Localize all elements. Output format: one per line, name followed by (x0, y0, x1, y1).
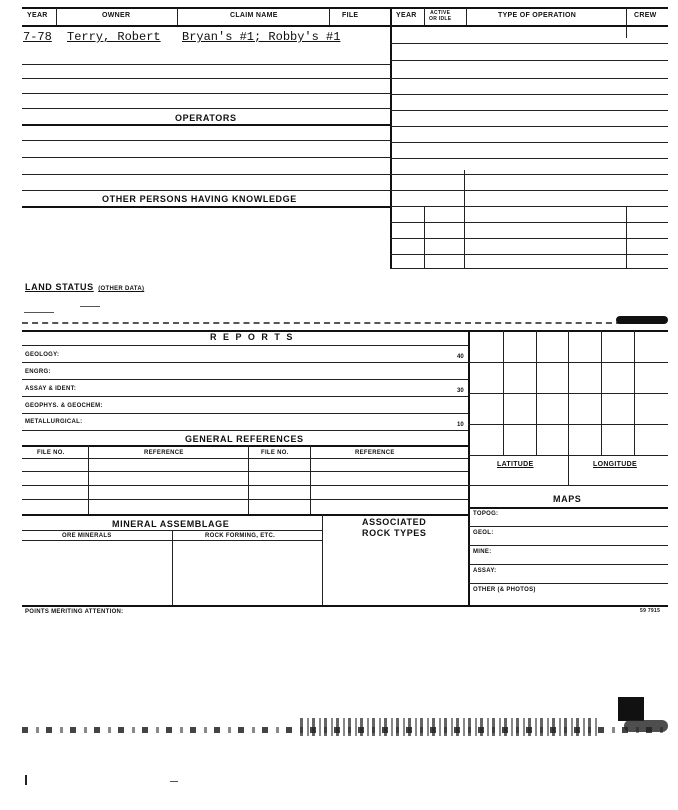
divider (177, 8, 178, 25)
scan-blot (616, 316, 668, 324)
divider (626, 8, 627, 25)
header-active-or-idle (429, 10, 451, 22)
map-assay: ASSAY: (473, 568, 497, 574)
latitude-label: LATITUDE (497, 461, 534, 468)
header-crew: CREW (634, 12, 657, 19)
divider (310, 445, 311, 514)
header-claim-name: CLAIM NAME (230, 12, 278, 19)
scan-noise (170, 781, 178, 782)
divider (464, 170, 465, 268)
divider (626, 26, 627, 38)
map-mine: MINE: (473, 549, 492, 555)
grid-line (468, 485, 668, 486)
operators-rule (22, 124, 390, 126)
divider (424, 206, 425, 268)
row-line (390, 174, 668, 175)
row-line (22, 430, 468, 431)
header-bottom-rule (22, 25, 668, 27)
row-line (390, 126, 668, 127)
row-line (468, 526, 668, 527)
divider (56, 8, 57, 25)
header-owner: OWNER (102, 12, 131, 19)
entry-year: 7-78 (23, 30, 52, 44)
divider (172, 530, 173, 605)
divider (88, 445, 89, 514)
other-persons-rule (22, 206, 390, 208)
scan-blot (618, 697, 644, 721)
reports-title: R E P O R T S (210, 332, 295, 342)
header-or-idle: OR IDLE (429, 16, 452, 22)
row-line (390, 60, 668, 61)
header-year-2: YEAR (396, 12, 417, 19)
associated-title: ASSOCIATED (362, 517, 427, 527)
ref-file-no-1: FILE NO. (37, 450, 65, 456)
row-line (468, 545, 668, 546)
report-geophys: GEOPHYS. & GEOCHEM: (25, 403, 103, 409)
grid-line (468, 393, 668, 394)
entry-owner: Terry, Robert (67, 30, 161, 44)
report-geology: GEOLOGY: (25, 352, 60, 358)
row-line (22, 157, 390, 158)
grid-line (568, 330, 569, 485)
form-code: 59 7915 (640, 608, 661, 614)
rock-forming-label: ROCK FORMING, ETC. (205, 533, 276, 539)
divider (424, 8, 425, 25)
reports-top-rule (22, 330, 668, 332)
ref-file-no-2: FILE NO. (261, 450, 289, 456)
bottom-rule (22, 605, 668, 607)
row-line (22, 93, 390, 94)
report-metallurgical-num: 10 (457, 422, 464, 428)
divider (466, 8, 467, 25)
rock-types-title: ROCK TYPES (362, 528, 427, 538)
divider (329, 8, 330, 25)
row-line (22, 413, 468, 414)
header-year: YEAR (27, 12, 48, 19)
row-line (390, 78, 668, 79)
report-metallurgical: METALLURGICAL: (25, 419, 83, 425)
scan-mark (25, 775, 32, 785)
other-persons-title: OTHER PERSONS HAVING KNOWLEDGE (102, 194, 297, 204)
top-rule (22, 7, 668, 9)
land-status-label (25, 277, 144, 295)
row-line (22, 140, 390, 141)
report-engrg: ENGRG: (25, 369, 51, 375)
row-line (390, 43, 668, 44)
land-status-sub: (OTHER DATA) (98, 286, 145, 292)
row-line (22, 108, 390, 109)
scan-noise (80, 306, 100, 307)
points-meriting-attention: POINTS MERITING ATTENTION: (25, 609, 124, 615)
divider (322, 514, 323, 605)
maps-rule (468, 507, 668, 509)
row-line (22, 78, 390, 79)
row-line (468, 583, 668, 584)
land-status-title: LAND STATUS (25, 282, 94, 292)
header-active: ACTIVE (430, 10, 451, 16)
row-line (390, 110, 668, 111)
scan-band-dark (300, 718, 600, 736)
mineral-assemblage-title: MINERAL ASSEMBLAGE (112, 519, 230, 529)
row-line (390, 268, 668, 269)
report-geology-num: 40 (457, 354, 464, 360)
divider (248, 445, 249, 514)
grid-line (468, 455, 668, 456)
longitude-label: LONGITUDE (593, 461, 637, 468)
grid-line (468, 424, 668, 425)
grid-line (468, 362, 668, 363)
references-bottom-rule (22, 514, 468, 516)
row-line (390, 190, 668, 191)
row-line (22, 362, 468, 363)
row-line (468, 564, 668, 565)
row-line (22, 174, 390, 175)
scan-band (22, 322, 622, 324)
entry-claim-name: Bryan's #1; Robby's #1 (182, 30, 341, 44)
report-assay-num: 30 (457, 388, 464, 394)
ore-minerals-label: ORE MINERALS (62, 533, 112, 539)
scan-blot (624, 720, 668, 732)
scan-noise (24, 312, 54, 313)
general-references-title: GENERAL REFERENCES (185, 434, 304, 444)
center-divider (390, 8, 392, 268)
reports-rule (22, 345, 468, 346)
map-other: OTHER (& PHOTOS) (473, 587, 536, 593)
map-geol: GEOL: (473, 530, 494, 536)
report-assay: ASSAY & IDENT: (25, 386, 77, 392)
row-line (390, 142, 668, 143)
operators-title: OPERATORS (175, 113, 237, 123)
row-line (22, 396, 468, 397)
row-line (390, 158, 668, 159)
header-file: FILE (342, 12, 359, 19)
map-topog: TOPOG: (473, 511, 499, 517)
divider (626, 206, 627, 268)
row-line (22, 64, 390, 65)
ref-reference-1: REFERENCE (144, 450, 184, 456)
maps-title: MAPS (553, 494, 582, 504)
header-type-of-operation: TYPE OF OPERATION (498, 12, 577, 19)
row-line (390, 94, 668, 95)
row-line (22, 190, 390, 191)
row-line (22, 379, 468, 380)
ref-reference-2: REFERENCE (355, 450, 395, 456)
